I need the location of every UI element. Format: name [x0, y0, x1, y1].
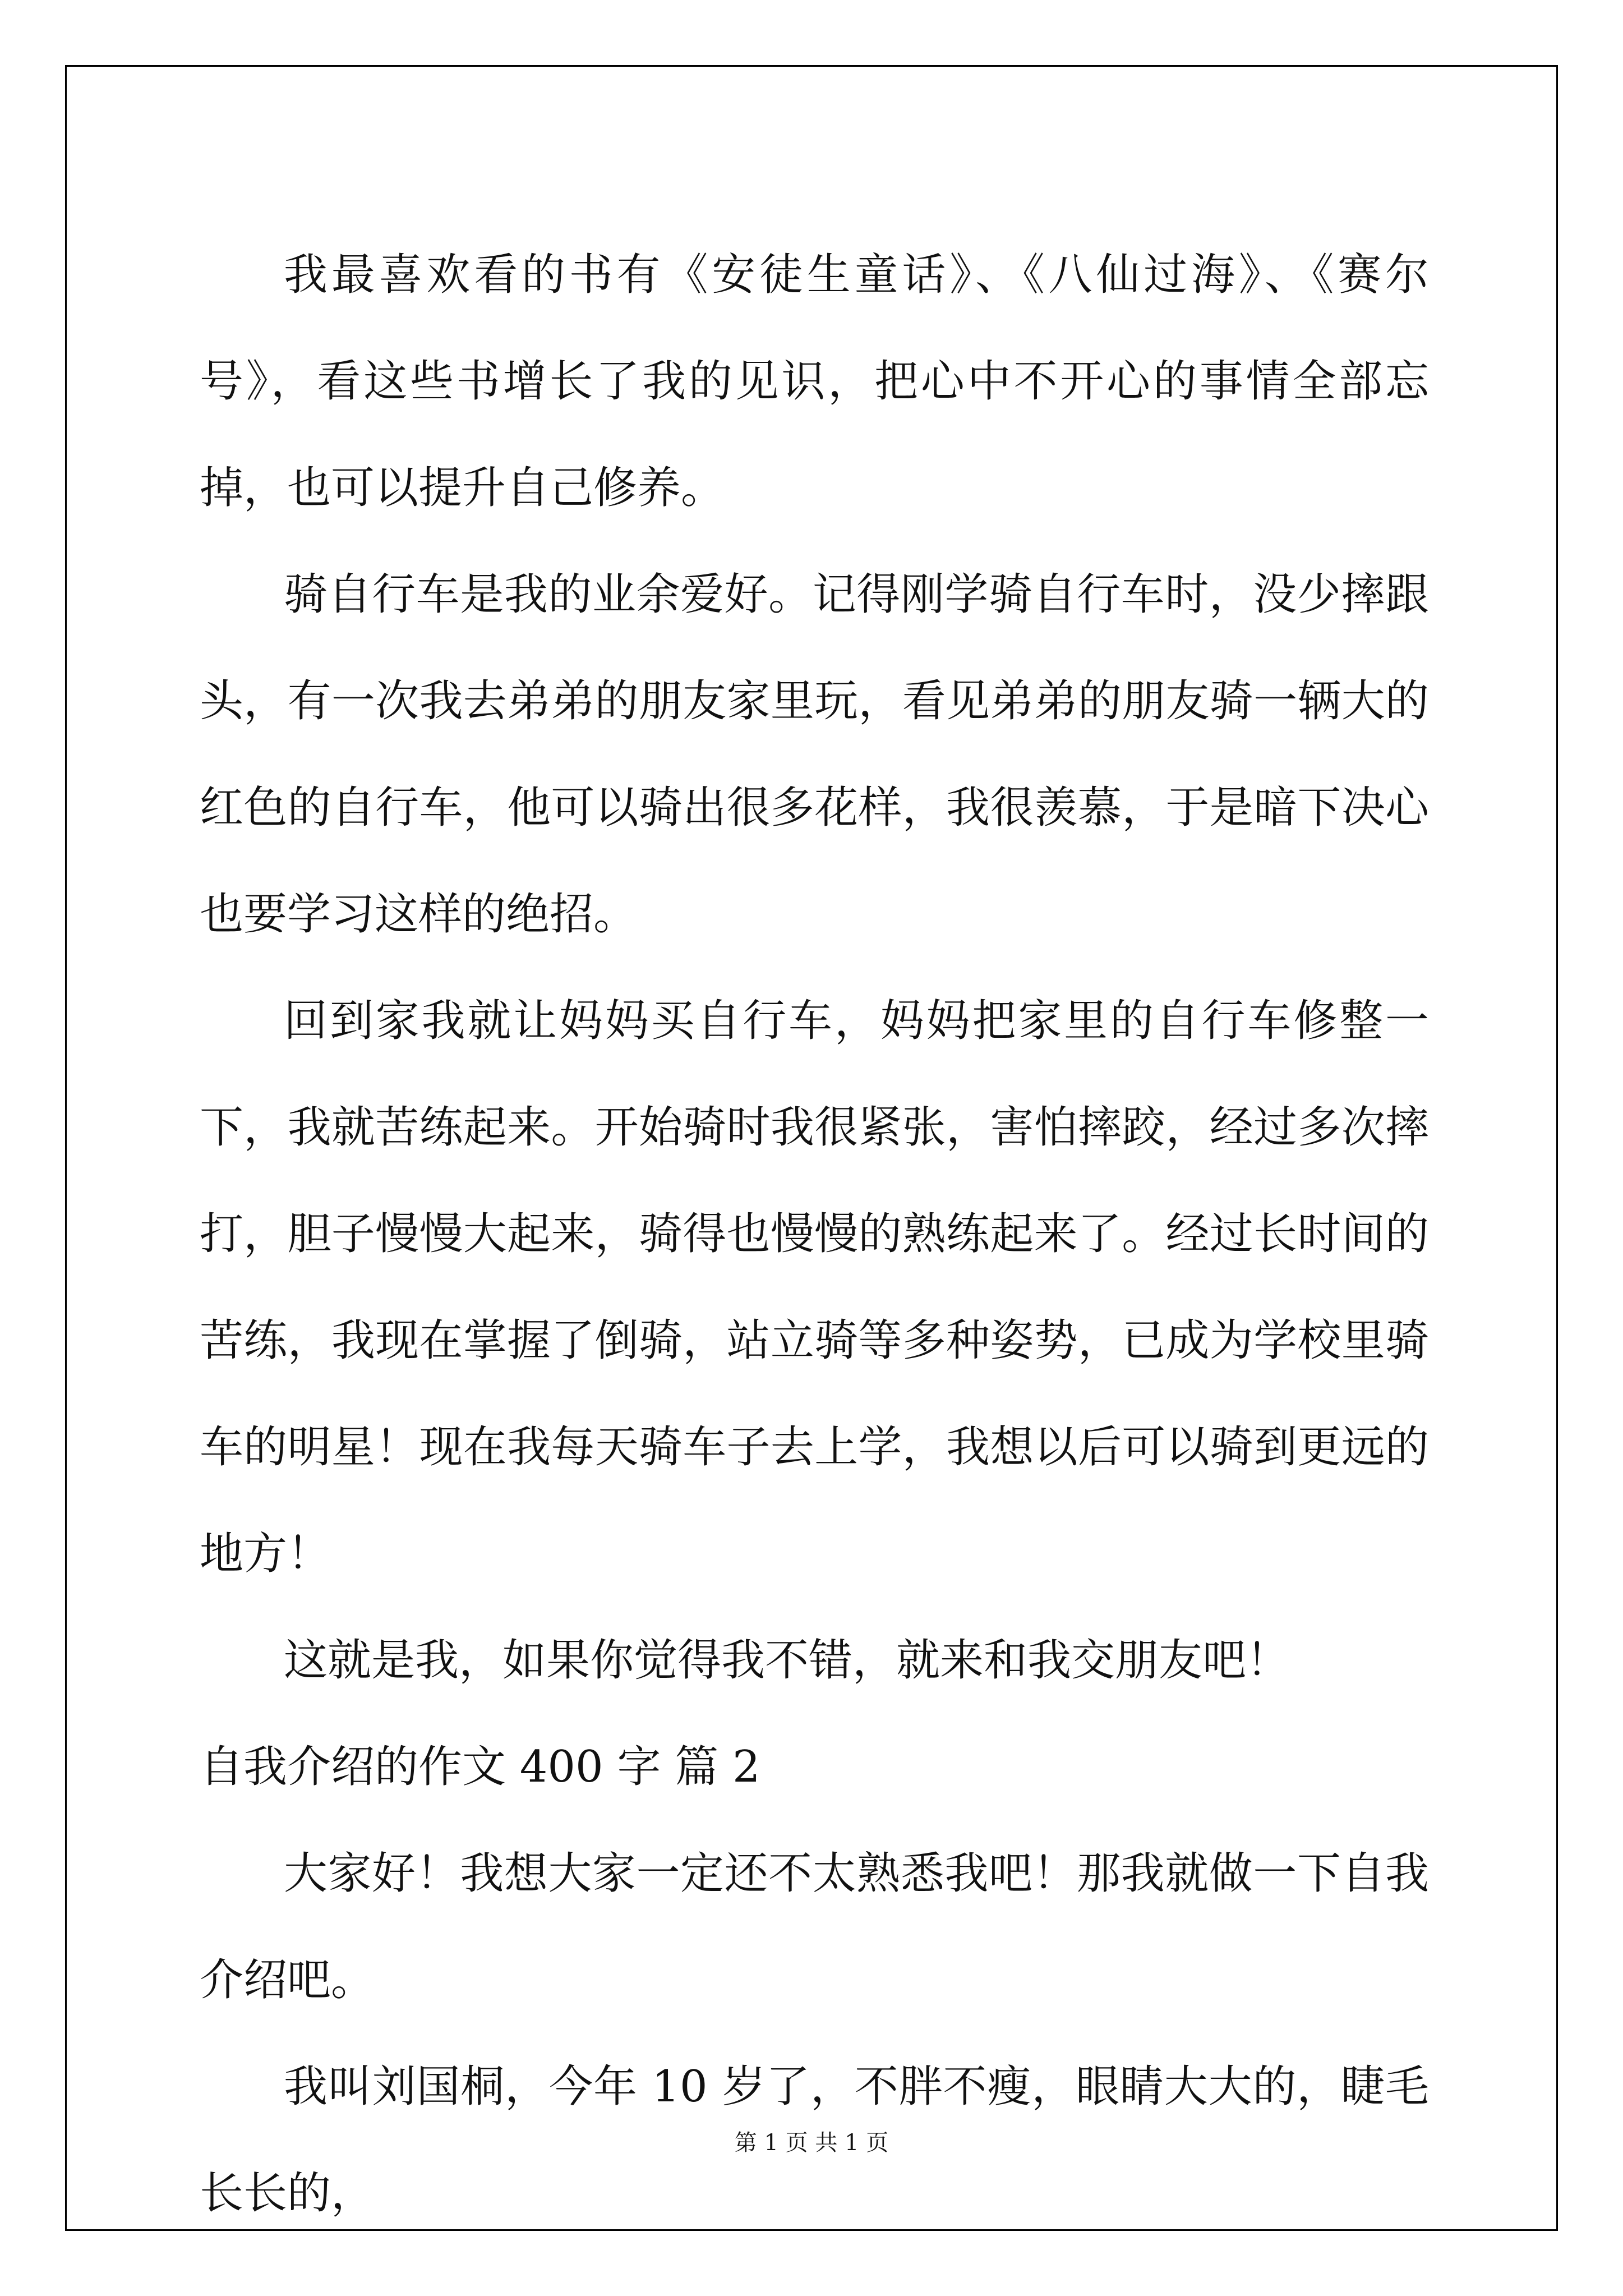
paragraph-cycling-practice: 回到家我就让妈妈买自行车，妈妈把家里的自行车修整一下，我就苦练起来。开始骑时我很紧张，害怕摔跤，经过多次摔打，胆子慢慢大起来，骑得也慢慢的熟练起来了。经过长时间的苦练，我现在掌握了倒骑，站立骑等多种姿势，已成为学校里骑车的明星！现在我每天骑车子去上学，我想以后可以骑到更远的地方！: [200, 996, 1429, 1579]
paragraph-greeting: 大家好！我想大家一定还不太熟悉我吧！那我就做一下自我介绍吧。: [200, 1848, 1429, 2005]
paragraph-cycling-hobby: 骑自行车是我的业余爱好。记得刚学骑自行车时，没少摔跟头，有一次我去弟弟的朋友家里玩，看见弟弟的朋友骑一辆大的红色的自行车，他可以骑出很多花样，我很羡慕，于是暗下决心也要学习这样的绝招。: [200, 569, 1429, 940]
document-body: [200, 222, 1429, 2247]
paragraph-self-description: 我叫刘国桐，今年 10 岁了，不胖不瘦，眼睛大大的，睫毛长长的，: [200, 2062, 1429, 2219]
section-heading: 自我介绍的作文 400 字 篇 2: [200, 1742, 760, 1792]
paragraph-closing: 这就是我，如果你觉得我不错，就来和我交朋友吧！: [284, 1635, 1290, 1686]
paragraph-reading: 我最喜欢看的书有《安徒生童话》、《八仙过海》、《赛尔号》，看这些书增长了我的见识，把心中不开心的事情全部忘掉，也可以提升自己修养。: [200, 250, 1429, 513]
page-number-footer: 第 1 页 共 1 页: [734, 2130, 889, 2156]
